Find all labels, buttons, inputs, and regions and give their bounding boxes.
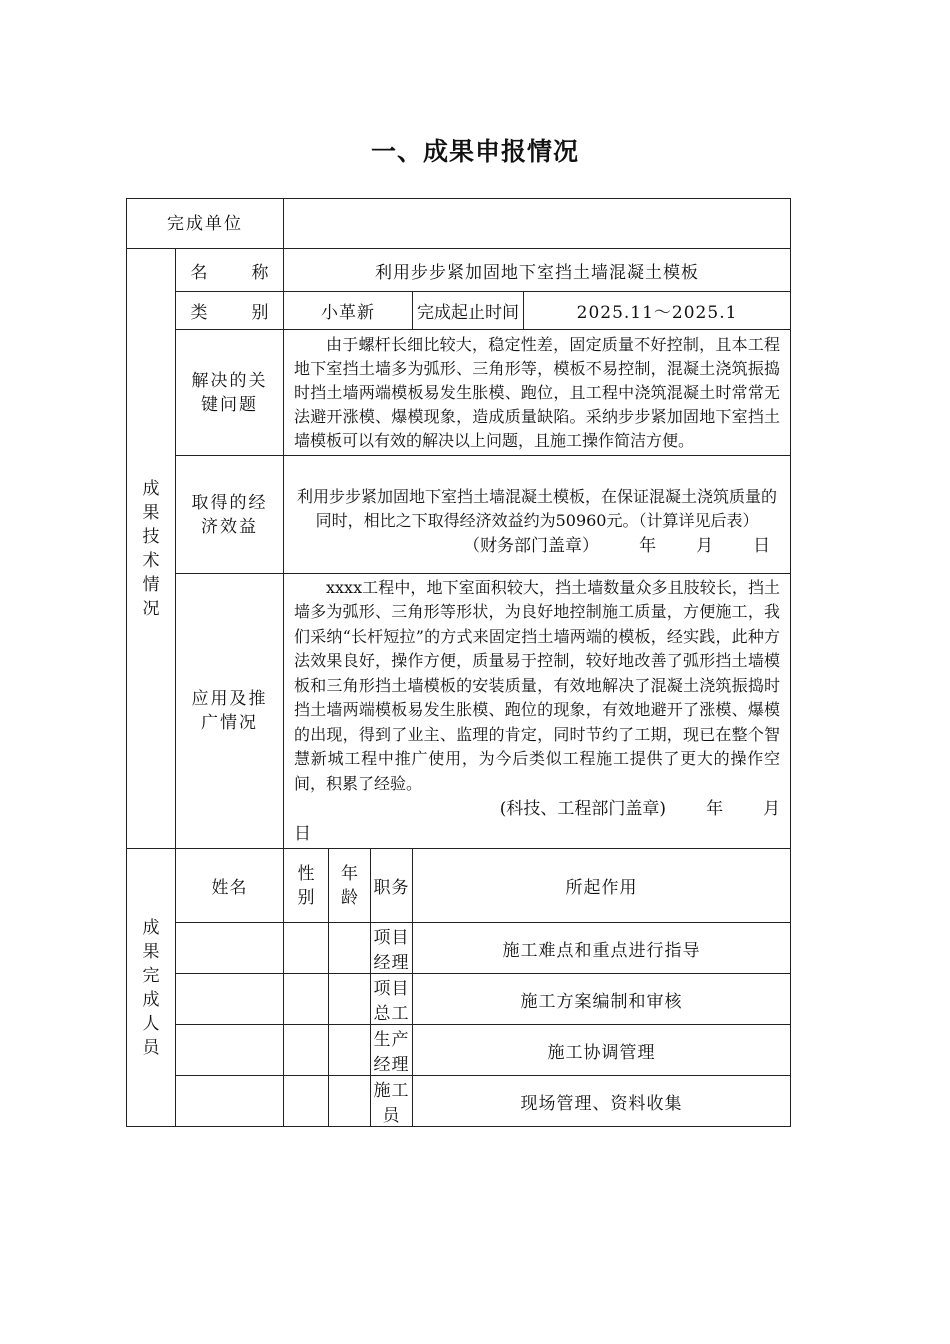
benefit-seal-line [294, 533, 780, 559]
report-table [126, 198, 791, 1127]
application-seal: (科技、工程部门盖章) [499, 799, 667, 820]
time-label: 完成起止时间 [413, 292, 524, 330]
unit-value [284, 199, 791, 249]
header-role: 所起作用 [413, 849, 791, 923]
person-role: 施工协调管理 [413, 1025, 791, 1076]
person-age [329, 974, 371, 1025]
personnel-header-row [127, 849, 791, 923]
person-age [329, 923, 371, 974]
person-position: 施工员 [371, 1076, 413, 1127]
application-cell [284, 574, 791, 849]
person-position: 项目总工 [371, 974, 413, 1025]
person-role: 现场管理、资料收集 [413, 1076, 791, 1127]
application-day: 日 [294, 824, 311, 845]
page-title: 一、成果申报情况 [370, 137, 579, 166]
person-name [176, 1025, 284, 1076]
unit-row [127, 199, 791, 249]
person-gender [284, 974, 329, 1025]
tech-section-label: 成 果 技 术 情 况 [127, 249, 176, 849]
benefit-month: 月 [696, 535, 714, 556]
key-problem-row [127, 330, 791, 456]
benefit-day: 日 [753, 535, 771, 556]
name-row [127, 249, 791, 292]
header-position: 职务 [371, 849, 413, 923]
application-year: 年 [706, 799, 724, 820]
person-gender [284, 1025, 329, 1076]
achievement-name: 利用步步紧加固地下室挡土墙混凝土模板 [284, 249, 791, 292]
person-role: 施工难点和重点进行指导 [413, 923, 791, 974]
person-gender [284, 1076, 329, 1127]
application-text: xxxx工程中，地下室面积较大，挡土墙数量众多且肢较长，挡土墙多为弧形、三角形等形状，为良好地控制施工质量，方便施工，我们采纳“长杆短拉”的方式来固定挡土墙两端的模板，经实践，此种方法效果良好，操作方便，质量易于控制，较好地改善了弧形挡土墙模板和三角形挡土墙模板的安装质量，有效地解决了混凝土浇筑振捣时挡土墙两端模板易发生胀模、跑位的现象，有效地避开了涨模、爆模的出现，得到了业主、监理的肯定，同时节约了工期，现已在整个智慧新城工程中推广使用，为今后类似工程施工提供了更大的操作空间，积累了经验。 [294, 577, 781, 793]
category-value: 小革新 [284, 292, 413, 330]
benefit-cell [284, 456, 791, 574]
application-row [127, 574, 791, 849]
application-seal-line [294, 796, 780, 822]
person-name [176, 1076, 284, 1127]
header-name: 姓名 [176, 849, 284, 923]
person-name [176, 923, 284, 974]
table-row [127, 923, 791, 974]
category-label: 类 别 [176, 292, 284, 330]
table-row [127, 974, 791, 1025]
benefit-year: 年 [639, 535, 657, 556]
header-age: 年 龄 [329, 849, 371, 923]
application-month: 月 [763, 799, 781, 820]
personnel-section-label: 成 果 完 成 人 员 [127, 849, 176, 1127]
category-row [127, 292, 791, 330]
time-value: 2025.11～2025.1 [524, 292, 791, 330]
benefit-seal: （财务部门盖章） [463, 535, 600, 556]
benefit-text: 利用步步紧加固地下室挡土墙混凝土模板，在保证混凝土浇筑质量的同时，相比之下取得经济效益约为50960元。（计算详见后表） [297, 486, 778, 530]
person-age [329, 1076, 371, 1127]
benefit-row [127, 456, 791, 574]
key-problem-label: 解决的关键问题 [176, 330, 284, 456]
table-row [127, 1076, 791, 1127]
person-name [176, 974, 284, 1025]
person-gender [284, 923, 329, 974]
application-label: 应用及推广情况 [176, 574, 284, 849]
name-label: 名 称 [176, 249, 284, 292]
person-role: 施工方案编制和审核 [413, 974, 791, 1025]
unit-label: 完成单位 [127, 199, 284, 249]
person-position: 项目经理 [371, 923, 413, 974]
person-position: 生产经理 [371, 1025, 413, 1076]
key-problem-text: 由于螺杆长细比较大，稳定性差，固定质量不好控制，且本工程地下室挡土墙多为弧形、三角形等，模板不易控制，混凝土浇筑振捣时挡土墙两端模板易发生胀模、跑位，且工程中浇筑混凝土时常常无法避开涨模、爆模现象，造成质量缺陷。采纳步步紧加固地下室挡土墙模板可以有效的解决以上问题，且施工操作简洁方便。 [284, 330, 791, 456]
person-age [329, 1025, 371, 1076]
table-row [127, 1025, 791, 1076]
header-gender: 性 别 [284, 849, 329, 923]
benefit-label: 取得的经济效益 [176, 456, 284, 574]
